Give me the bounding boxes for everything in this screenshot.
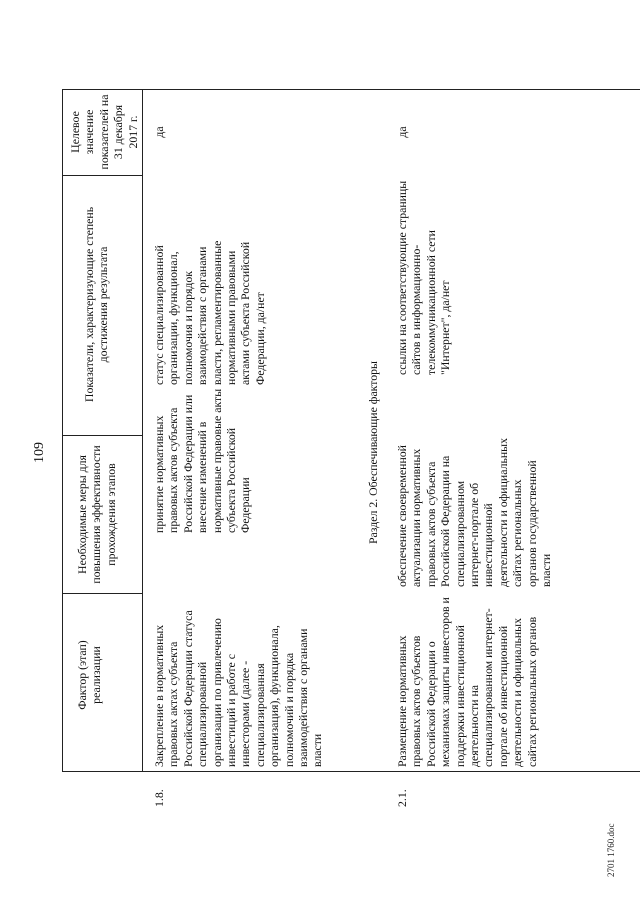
table-left-border bbox=[62, 771, 640, 772]
header-factor: Фактор (этап) реализации bbox=[75, 640, 104, 710]
column-divider-measures bbox=[62, 435, 142, 436]
row-factor: Закрепление в нормативных правовых актах субъекта Российской Федерации статуса специализированной организации по привлечению инвестиций и работе с инвесторами (далее - специализированная организация), функционала, полномочий и порядка взаимодействия с органами власти bbox=[152, 610, 325, 767]
column-divider-indicators bbox=[62, 175, 142, 176]
row-indicators: ссылки на соответствующие страницы сайтов в информационно-телекоммуникационной сети "Интернет", да/нет bbox=[395, 180, 453, 375]
row-measures: принятие нормативных правовых актов субъекта Российской Федерации или внесение изменений в нормативные правовые акты субъекта Российской Федерации bbox=[152, 388, 253, 533]
row-target: да bbox=[152, 126, 166, 138]
table-right-border bbox=[62, 89, 640, 90]
row-target: да bbox=[395, 126, 409, 138]
page-number: 109 bbox=[32, 442, 47, 463]
header-bottom-border bbox=[142, 90, 143, 772]
table-top-border bbox=[62, 90, 63, 772]
header-measures: Необходимые меры для повышения эффективности прохождения этапов bbox=[75, 445, 118, 584]
row-factor: Размещение нормативных правовых актов субъектов Российской Федерации о механизмах защиты инвесторов и поддержки инвестиционной деятельности на специализированном интернет-портале об инвестиционной деятельности и официальных сайтах региональных органов bbox=[395, 597, 539, 767]
header-indicators: Показатели, характеризующие степень достижения результата bbox=[82, 206, 111, 403]
row-measures: обеспечение своевременной актуализации нормативных правовых актов субъекта Российской Федерации на специализированном интернет-портале об инвестиционной деятельности и официальных сайтах региональных органов государственной власти bbox=[395, 438, 554, 587]
document-reference: 2701 1760.doc bbox=[606, 823, 616, 877]
header-target: Целевое значение показателей на 31 декабря 2017 г. bbox=[68, 94, 140, 170]
row-indicators: статус специализированной организации, функционал, полномочия и порядок взаимодействия с органами власти, регламентированные нормативными правовыми актами субъекта Российской Федерации, да/нет bbox=[152, 240, 267, 385]
row-number: 2.1. bbox=[395, 789, 409, 807]
column-divider-factor bbox=[62, 593, 142, 594]
section-title: Раздел 2. Обеспечивающие факторы bbox=[366, 361, 380, 544]
row-number: 1.8. bbox=[152, 789, 166, 807]
